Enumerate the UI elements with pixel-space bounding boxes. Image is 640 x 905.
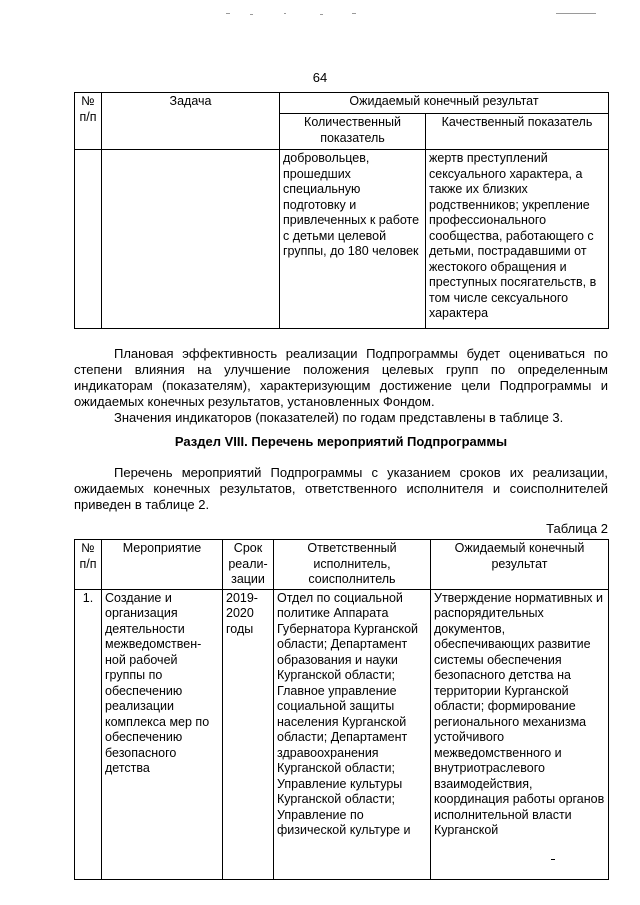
table-caption: Таблица 2 xyxy=(546,521,608,536)
cell-num xyxy=(75,150,102,329)
scan-artifact xyxy=(226,13,230,14)
cell-num: 1. xyxy=(75,589,102,879)
header-measure: Мероприятие xyxy=(102,540,223,590)
cell-result: Утверждение нормативных и распорядительных документов, обеспечивающих развитие системы обеспечения безопасного детства на территории Курганской области; формирование регионального механизма устойчивого межведомственного и внутриотраслевого взаимодействия, координация работы органов исполнительной власти Курганской xyxy=(431,589,609,879)
header-term: Срок реали-зации xyxy=(223,540,274,590)
measures-table xyxy=(74,539,609,880)
page-number: 64 xyxy=(312,70,328,85)
cell-measure: Создание и организация деятельности межведомствен-ной рабочей группы по обеспечению реализации комплекса мер по обеспечению безопасного детства xyxy=(102,589,223,879)
header-result: Ожидаемый конечный результат xyxy=(431,540,609,590)
scan-artifact xyxy=(284,13,286,14)
cell-quantitative: добровольцев, прошедших специальную подготовку и привлеченных к работе с детьми целевой группы, до 180 человек xyxy=(280,150,426,329)
results-table xyxy=(74,92,609,329)
scan-artifact xyxy=(556,13,596,14)
scan-artifact xyxy=(320,14,323,15)
header-executor: Ответственный исполнитель, соисполнитель xyxy=(274,540,431,590)
paragraph-indicators: Значения индикаторов (показателей) по годам представлены в таблице 3. xyxy=(114,410,564,425)
cell-executor: Отдел по социальной политике Аппарата Губернатора Курганской области; Департамент образования и науки Курганской области; Главное управление социальной защиты населения Курганской области; Департамент здравоохранения Курганской области; Управление культуры Курганской области; Управление по физической культуре и xyxy=(274,589,431,879)
paragraph-measures-list: Перечень мероприятий Подпрограммы с указанием сроков их реализации, ожидаемых конечных результатов, ответственного исполнителя и соисполнителей приведен в таблице 2. xyxy=(74,465,608,512)
cell-task xyxy=(102,150,280,329)
paragraph-efficiency: Плановая эффективность реализации Подпрограммы будет оцениваться по степени влияния на улучшение положения целевых групп по определенным индикаторам (показателям), характеризующим достижение цели Подпрограммы и ожидаемых конечных результатов, установленных Фондом. xyxy=(74,346,608,409)
scan-artifact xyxy=(352,13,356,14)
header-qualitative: Качественный показатель xyxy=(426,114,609,150)
scan-artifact xyxy=(551,859,555,860)
header-task: Задача xyxy=(102,93,280,150)
section-heading: Раздел VIII. Перечень мероприятий Подпрограммы xyxy=(174,434,508,449)
header-quantitative: Количественный показатель xyxy=(280,114,426,150)
header-num: № п/п xyxy=(75,540,102,590)
cell-term: 2019-2020 годы xyxy=(223,589,274,879)
header-num: № п/п xyxy=(75,93,102,150)
header-expected-result: Ожидаемый конечный результат xyxy=(280,93,609,114)
scan-artifact xyxy=(250,14,253,15)
cell-qualitative: жертв преступлений сексуального характера, а также их близких родственников; укрепление профессионального сообщества, работающего с детьми, пострадавшими от жестокого обращения и преступных посягательств, в том числе сексуального характера xyxy=(426,150,609,329)
